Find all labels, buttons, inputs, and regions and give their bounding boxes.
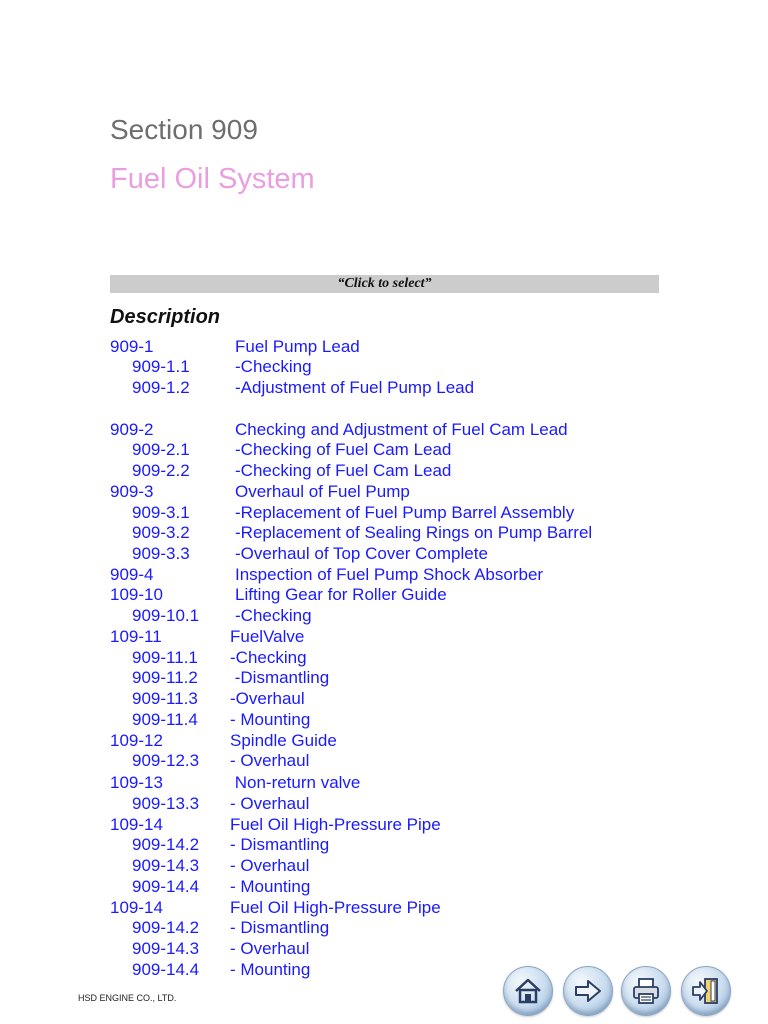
toc-title-link[interactable]: -Overhaul of Top Cover Complete xyxy=(235,544,488,563)
toc-title-link[interactable]: Fuel Oil High-Pressure Pipe xyxy=(230,815,441,834)
toc-title-link[interactable]: -Checking of Fuel Cam Lead xyxy=(235,440,452,459)
footer-company-name: HSD ENGINE CO., LTD. xyxy=(78,993,177,1003)
toc-title-link[interactable]: Checking and Adjustment of Fuel Cam Lead xyxy=(235,420,568,439)
toc-title-link[interactable]: -Replacement of Fuel Pump Barrel Assembly xyxy=(235,503,575,522)
toc-title-link[interactable]: - Mounting xyxy=(230,877,311,896)
toc-title-link[interactable]: - Dismantling xyxy=(230,835,330,854)
toc-title-link[interactable]: - Dismantling xyxy=(230,918,330,937)
toc-code-link[interactable]: 109-14 xyxy=(110,898,163,917)
toc-title-link[interactable]: Non-return valve xyxy=(230,773,361,792)
toc-code-link[interactable]: 909-1 xyxy=(110,337,154,356)
toc-code-link[interactable]: 109-13 xyxy=(110,773,163,792)
printer-icon xyxy=(630,975,662,1007)
section-number: Section 909 xyxy=(110,114,258,145)
next-button[interactable] xyxy=(563,966,613,1016)
toc-title-link[interactable]: -Checking xyxy=(230,648,307,667)
toc-code-link[interactable]: 909-14.2 xyxy=(132,835,200,854)
toc-code-link[interactable]: 109-11 xyxy=(110,627,162,646)
toc-title-link[interactable]: -Replacement of Sealing Rings on Pump Barrel xyxy=(235,523,593,542)
toc-code-link[interactable]: 909-2 xyxy=(110,420,154,439)
toc-title-link[interactable]: - Overhaul xyxy=(230,751,310,770)
toc-code-link[interactable]: 909-12.3 xyxy=(132,751,200,770)
toc-title-link[interactable]: - Overhaul xyxy=(230,794,310,813)
toc-title-link[interactable]: Overhaul of Fuel Pump xyxy=(235,482,410,501)
toc-code-link[interactable]: 109-14 xyxy=(110,815,163,834)
toc-title-link[interactable]: -Checking xyxy=(235,606,312,625)
toc-title-link[interactable]: -Adjustment of Fuel Pump Lead xyxy=(235,378,475,397)
toc-title-link[interactable]: - Overhaul xyxy=(230,939,310,958)
toc-code-link[interactable]: 909-2.2 xyxy=(132,461,190,480)
arrow-right-icon xyxy=(572,975,604,1007)
toc-code-link[interactable]: 909-3.1 xyxy=(132,503,190,522)
toc-title-link[interactable]: FuelValve xyxy=(230,627,305,646)
toc-code-link[interactable]: 909-14.4 xyxy=(132,877,200,896)
toc-title-link[interactable]: -Overhaul xyxy=(230,689,305,708)
toc-code-link[interactable]: 109-12 xyxy=(110,731,163,750)
toc-title-link[interactable]: - Mounting xyxy=(230,710,311,729)
toc-title-link[interactable]: - Mounting xyxy=(230,960,311,979)
toc-code-link[interactable]: 909-1.2 xyxy=(132,378,190,397)
toc-title-link[interactable]: Fuel Oil High-Pressure Pipe xyxy=(230,898,441,917)
home-button[interactable] xyxy=(503,966,553,1016)
toc-code-link[interactable]: 909-14.3 xyxy=(132,856,200,875)
toc-title-link[interactable]: Lifting Gear for Roller Guide xyxy=(235,585,447,604)
toc-code-link[interactable]: 909-11.4 xyxy=(132,710,198,729)
toc-title-link[interactable]: Fuel Pump Lead xyxy=(235,337,360,356)
toc-title-link[interactable]: Spindle Guide xyxy=(230,731,337,750)
print-button[interactable] xyxy=(621,966,671,1016)
toc-title-link[interactable]: -Dismantling xyxy=(230,668,330,687)
click-to-select-banner: “Click to select” xyxy=(110,275,659,293)
toc-code-link[interactable]: 909-10.1 xyxy=(132,606,200,625)
toc-code-link[interactable]: 909-14.4 xyxy=(132,960,200,979)
toc-code-link[interactable]: 909-1.1 xyxy=(132,357,190,376)
toc-code-link[interactable]: 909-14.2 xyxy=(132,918,200,937)
toc-code-link[interactable]: 909-3.3 xyxy=(132,544,190,563)
toc-code-link[interactable]: 909-3 xyxy=(110,482,154,501)
toc-title-link[interactable]: Inspection of Fuel Pump Shock Absorber xyxy=(235,565,544,584)
toc-title-link[interactable]: - Overhaul xyxy=(230,856,310,875)
toc-title-link[interactable]: -Checking of Fuel Cam Lead xyxy=(235,461,452,480)
description-heading: Description xyxy=(110,306,221,328)
toc-code-link[interactable]: 909-2.1 xyxy=(132,440,190,459)
toc-code-link[interactable]: 909-11.2 xyxy=(132,668,198,687)
toc-title-link[interactable]: -Checking xyxy=(235,357,312,376)
toc-code-link[interactable]: 909-3.2 xyxy=(132,523,190,542)
toc-code-link[interactable]: 909-13.3 xyxy=(132,794,200,813)
toc-code-link[interactable]: 909-14.3 xyxy=(132,939,200,958)
toc-code-link[interactable]: 909-4 xyxy=(110,565,154,584)
section-title: Fuel Oil System xyxy=(110,163,315,195)
toc-code-link[interactable]: 109-10 xyxy=(110,585,163,604)
toc-code-link[interactable]: 909-11.3 xyxy=(132,689,198,708)
home-icon xyxy=(512,975,544,1007)
exit-button[interactable] xyxy=(681,966,731,1016)
exit-door-icon xyxy=(690,975,722,1007)
toc-code-link[interactable]: 909-11.1 xyxy=(132,648,198,667)
